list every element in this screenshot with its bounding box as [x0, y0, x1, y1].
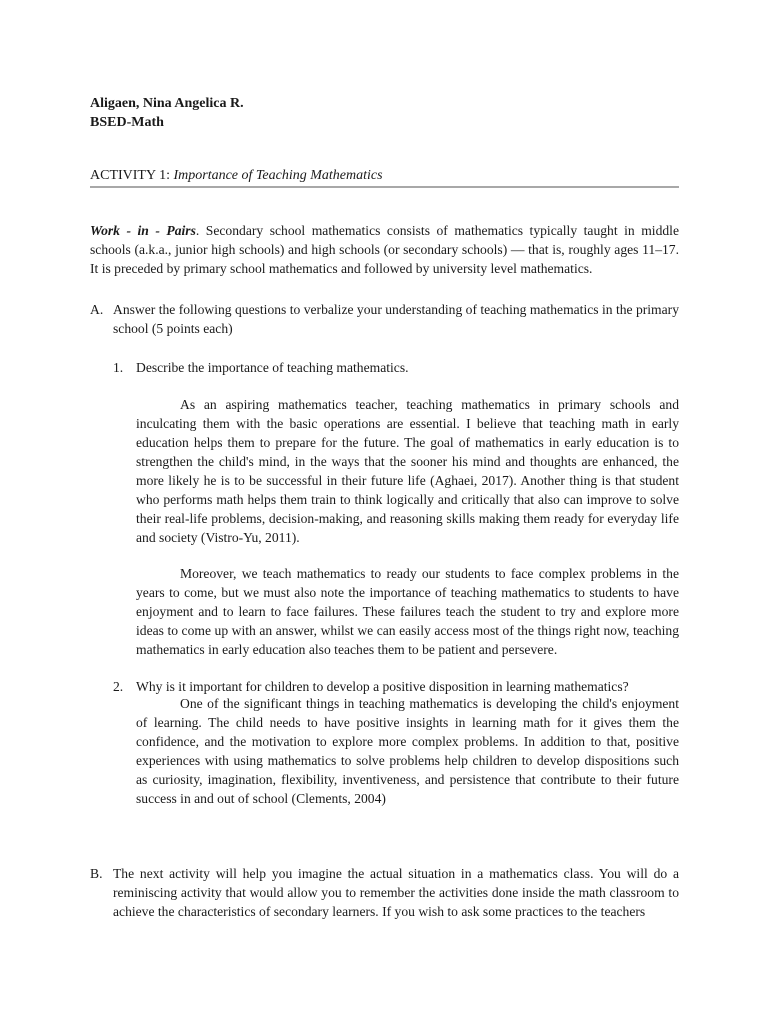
question-1-text: Describe the importance of teaching mathematics. [136, 360, 409, 375]
question-1-answer-paragraph-2: Moreover, we teach mathematics to ready our students to face complex problems in the years to come, but we must also note the importance of teaching mathematics to students to have enjoyment and to learn to face failures. These failures teach the student to try and explore more ideas to come up with an answer, whilst we can easily access most of the things right now, teaching mathematics in early education also teaches them to be patient and persevere. [136, 566, 679, 657]
activity-title: Importance of Teaching Mathematics [173, 168, 383, 183]
intro-paragraph [90, 221, 679, 278]
intro-text: . Secondary school mathematics consists of mathematics typically taught in middle schools (a.k.a., junior high schools) and high schools (or secondary schools) — that is, roughly ages 11–17. It is preceded by primary school mathematics and followed by university level mathematics. [90, 223, 679, 276]
section-b-marker: B. [90, 866, 103, 881]
intro-lead: Work - in - Pairs [90, 223, 196, 238]
student-program: BSED-Math [90, 115, 164, 130]
question-2-number: 2. [113, 679, 124, 694]
section-a-instructions: Answer the following questions to verbalize your understanding of teaching mathematics in the primary school (5 points each) [113, 302, 679, 336]
activity-heading [90, 167, 383, 185]
student-name: Aligaen, Nina Angelica R. [90, 96, 244, 111]
student-header [90, 94, 244, 132]
activity-separator: : [166, 168, 174, 183]
question-1-number: 1. [113, 360, 124, 375]
section-b-instructions: The next activity will help you imagine the actual situation in a mathematics class. You will do a reminiscing activity that would allow you to remember the activities done inside the math classroom to achieve the characteristics of secondary learners. If you wish to ask some practices to the teachers [113, 866, 679, 919]
section-a-marker: A. [90, 302, 104, 317]
question-2-answer: One of the significant things in teaching mathematics is developing the child's enjoyment of learning. The child needs to have positive insights in learning math for it gives them the confidence, and the motivation to explore more complex problems. In addition to that, positive experiences with using mathematics to solve problems help children to develop dispositions such as curiosity, imagination, flexibility, inventiveness, and persistence that contribute to their future success in and out of school (Clements, 2004) [136, 696, 679, 806]
question-1-answer-paragraph-1: As an aspiring mathematics teacher, teaching mathematics in primary schools and inculcating them with the basic operations are essential. I believe that teaching math in early education helps them to prepare for the future. The goal of mathematics in early education is to strengthen the child's mind, in the ways that the sooner his mind and thoughts are enhanced, the more likely he is to be successful in their future life (Aghaei, 2017). Another thing is that student who performs math helps them train to think logically and critically that also can improve to solve their real-life problems, decision-making, and reasoning skills making them ready for everyday life and society (Vistro-Yu, 2011). [136, 397, 679, 545]
question-2-text: Why is it important for children to develop a positive disposition in learning mathematics? [136, 679, 629, 694]
activity-label: ACTIVITY 1 [90, 168, 167, 183]
heading-divider [90, 186, 679, 188]
